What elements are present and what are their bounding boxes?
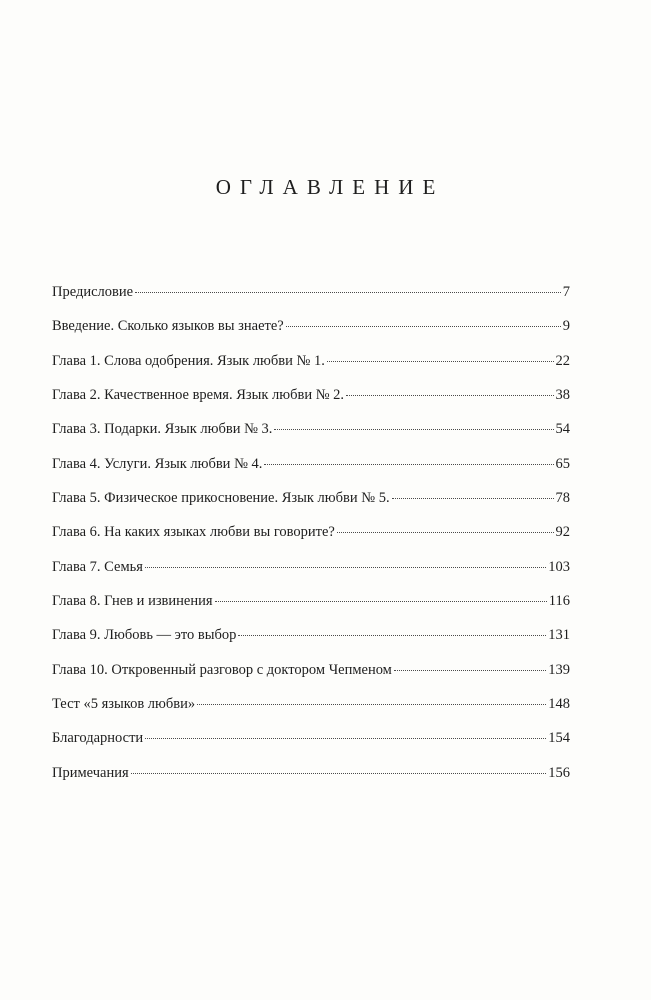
- toc-entry-label: Предисловие: [52, 284, 134, 300]
- toc-entry-page: 116: [548, 592, 570, 609]
- toc-entry-label: Глава 9. Любовь — это выбор: [52, 627, 237, 644]
- toc-entry-page: 9: [562, 318, 570, 335]
- toc-entry-label: Глава 1. Слова одобрения. Язык любви № 1.: [52, 352, 325, 369]
- toc-entry[interactable]: [52, 694, 570, 728]
- toc-entry[interactable]: [52, 728, 570, 762]
- toc-entry-label: Тест «5 языков любви»: [52, 695, 196, 712]
- toc-entry[interactable]: [52, 282, 570, 316]
- toc-entry-page: 38: [555, 386, 570, 403]
- toc-entry-label: Глава 6. На каких языках любви вы говорите?: [52, 524, 335, 541]
- toc-entry-label: Примечания: [52, 764, 129, 781]
- toc-entry-label: Глава 2. Качественное время. Язык любви № 2.: [52, 386, 345, 403]
- toc-entry[interactable]: [52, 316, 570, 350]
- dot-leader: [135, 292, 561, 293]
- dot-leader: [327, 361, 554, 362]
- dot-leader: [131, 773, 547, 774]
- toc-entry-label: Глава 7. Семья: [52, 558, 143, 575]
- toc-entry-page: 92: [555, 524, 570, 541]
- toc-entry[interactable]: [52, 351, 570, 385]
- toc-entry[interactable]: [52, 454, 570, 488]
- toc-entry-page: 54: [555, 421, 570, 438]
- dot-leader: [145, 738, 546, 739]
- toc-entry-page: 22: [555, 352, 570, 369]
- toc-entry[interactable]: [52, 488, 570, 522]
- toc-entry-page: 154: [548, 730, 570, 747]
- dot-leader: [215, 601, 547, 602]
- toc-entry-label: Введение. Сколько языков вы знаете?: [52, 318, 284, 335]
- toc-entry[interactable]: [52, 522, 570, 556]
- dot-leader: [197, 704, 546, 705]
- dot-leader: [394, 670, 546, 671]
- toc-entry-label: Глава 8. Гнев и извинения: [52, 592, 213, 609]
- toc-entry[interactable]: [52, 419, 570, 453]
- toc-entry[interactable]: [52, 660, 570, 694]
- toc-entry-page: 139: [548, 661, 570, 678]
- toc-entry[interactable]: [52, 763, 570, 797]
- dot-leader: [346, 395, 553, 396]
- toc-entry-page: 7: [562, 284, 570, 300]
- toc-entry-page: 78: [555, 489, 570, 506]
- toc-entry-label: Глава 10. Откровенный разговор с доктором Чепменом: [52, 661, 392, 678]
- toc-entry[interactable]: [52, 557, 570, 591]
- toc-entry-page: 65: [555, 455, 570, 472]
- toc-entry-label: Глава 5. Физическое прикосновение. Язык любви № 5.: [52, 489, 390, 506]
- page-title: ОГЛАВЛЕНИЕ: [215, 175, 445, 199]
- toc-entry-label: Благодарности: [52, 730, 144, 747]
- toc-entry-label: Глава 3. Подарки. Язык любви № 3.: [52, 421, 273, 438]
- toc-entry[interactable]: [52, 385, 570, 419]
- dot-leader: [274, 429, 553, 430]
- toc-entry-label: Глава 4. Услуги. Язык любви № 4.: [52, 455, 263, 472]
- dot-leader: [264, 464, 553, 465]
- toc-entry-page: 103: [548, 558, 570, 575]
- toc-entry[interactable]: [52, 591, 570, 625]
- dot-leader: [392, 498, 554, 499]
- dot-leader: [286, 326, 561, 327]
- toc-entry[interactable]: [52, 625, 570, 659]
- table-of-contents: [52, 282, 570, 797]
- dot-leader: [337, 532, 554, 533]
- toc-entry-page: 131: [548, 627, 570, 644]
- toc-entry-page: 156: [548, 764, 570, 781]
- dot-leader: [145, 567, 546, 568]
- dot-leader: [238, 635, 546, 636]
- toc-entry-page: 148: [548, 695, 570, 712]
